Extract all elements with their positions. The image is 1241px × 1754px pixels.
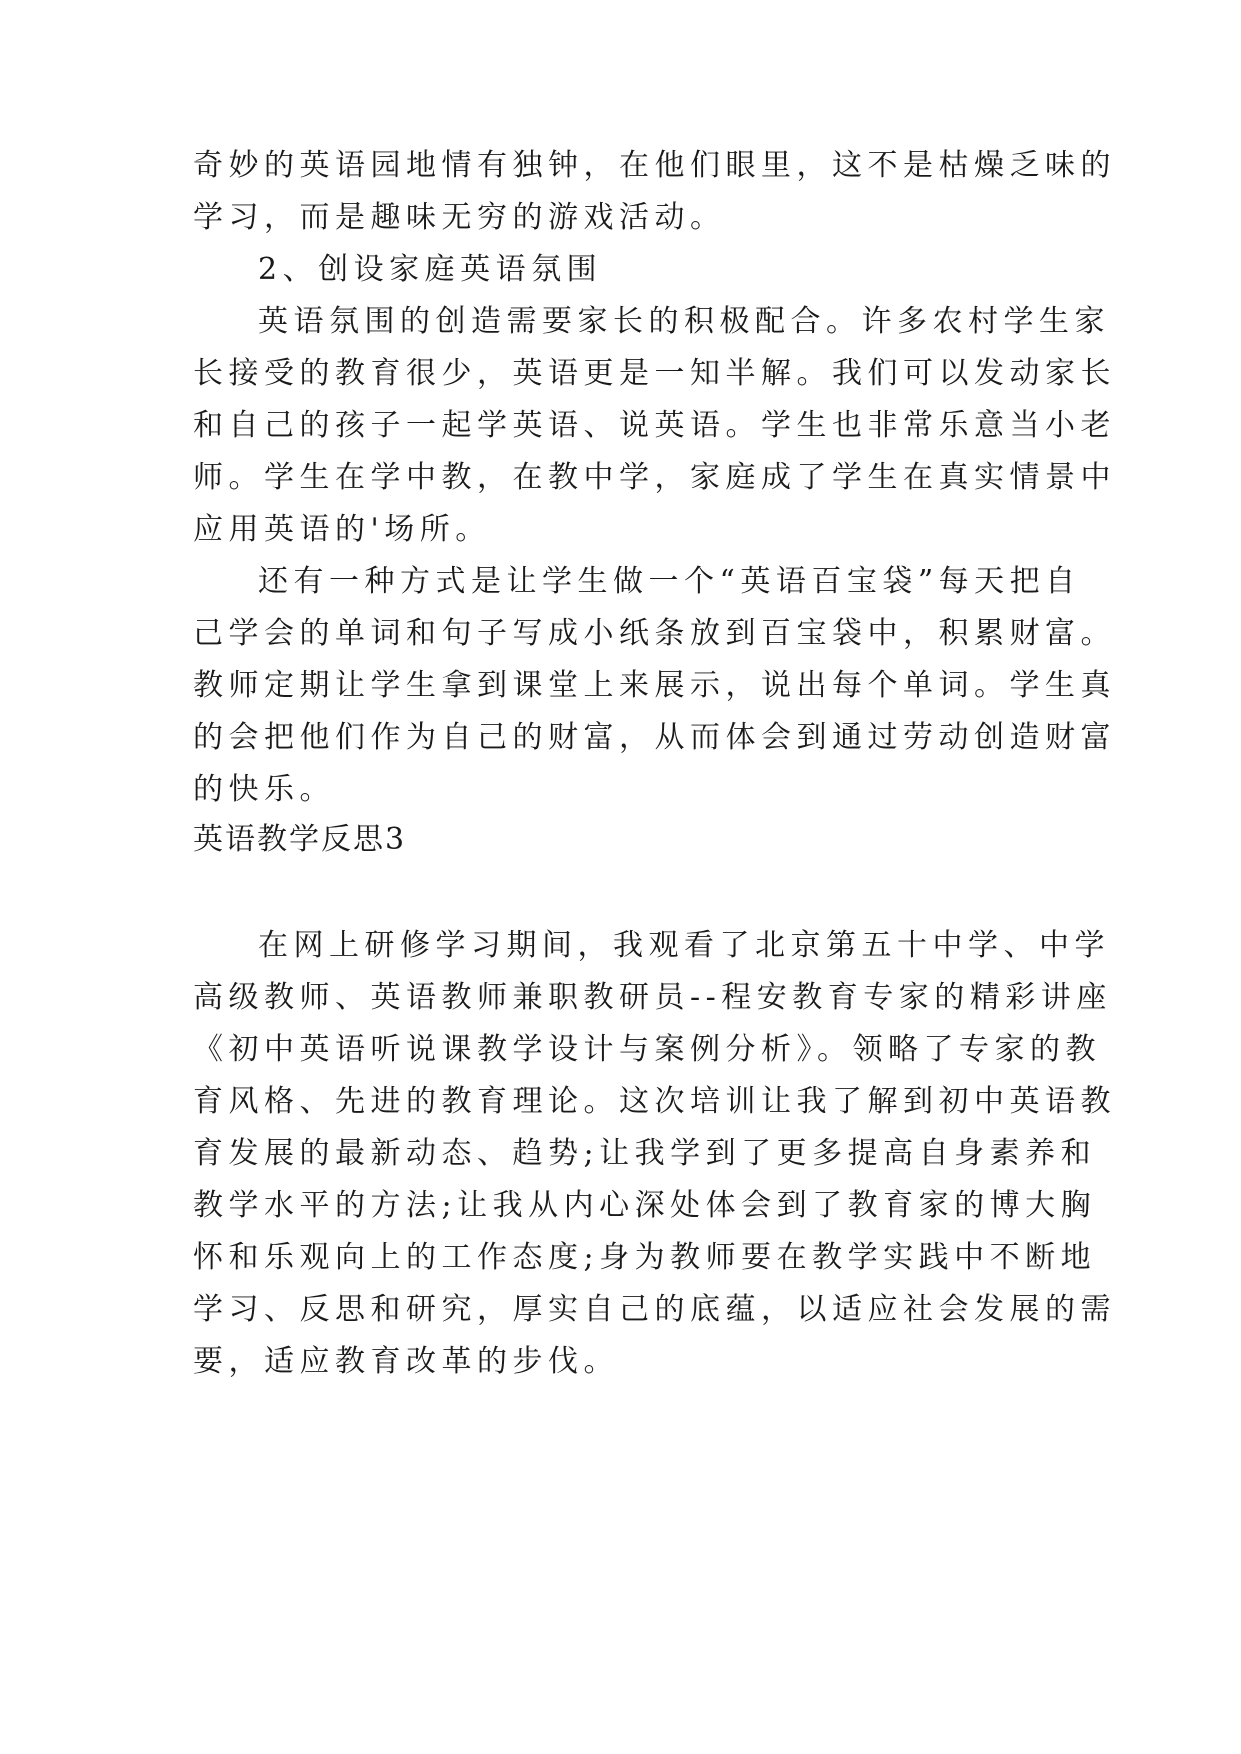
text-line: 应用英语的'场所。 [193,512,491,547]
text-line: 师。学生在学中教，在教中学，家庭成了学生在真实情景中 [193,460,1116,495]
section-heading: 英语教学反思3 [193,822,407,857]
text-line: 的会把他们作为自己的财富，从而体会到通过劳动创造财富 [193,720,1116,755]
text-line: 还有一种方式是让学生做一个“英语百宝袋”每天把自 [258,564,1081,599]
text-line: 学习、反思和研究，厚实自己的底蕴，以适应社会发展的需 [193,1292,1116,1327]
text-line: 学习，而是趣味无穷的游戏活动。 [193,200,726,235]
text-line: 怀和乐观向上的工作态度;身为教师要在教学实践中不断地 [193,1240,1097,1275]
text-line: 教学水平的方法;让我从内心深处体会到了教育家的博大胸 [193,1188,1097,1223]
text-line: 《初中英语听说课教学设计与案例分析》。领略了专家的教 [193,1032,1101,1067]
text-line: 教师定期让学生拿到课堂上来展示，说出每个单词。学生真 [193,668,1116,703]
text-line: 的快乐。 [193,772,335,807]
text-line: 奇妙的英语园地情有独钟，在他们眼里，这不是枯燥乏味的 [193,148,1116,183]
text-line: 要，适应教育改革的步伐。 [193,1344,619,1379]
text-line: 己学会的单词和句子写成小纸条放到百宝袋中，积累财富。 [193,616,1116,651]
text-line: 育发展的最新动态、趋势;让我学到了更多提高自身素养和 [193,1136,1097,1171]
section-subheading: 2、创设家庭英语氛围 [258,252,603,287]
text-line: 和自己的孩子一起学英语、说英语。学生也非常乐意当小老 [193,408,1116,443]
text-line: 在网上研修学习期间，我观看了北京第五十中学、中学 [258,928,1110,963]
text-line: 高级教师、英语教师兼职教研员--程安教育专家的精彩讲座 [193,980,1112,1015]
text-line: 英语氛围的创造需要家长的积极配合。许多农村学生家 [258,304,1110,339]
text-line: 育风格、先进的教育理论。这次培训让我了解到初中英语教 [193,1084,1116,1119]
text-line: 长接受的教育很少，英语更是一知半解。我们可以发动家长 [193,356,1116,391]
